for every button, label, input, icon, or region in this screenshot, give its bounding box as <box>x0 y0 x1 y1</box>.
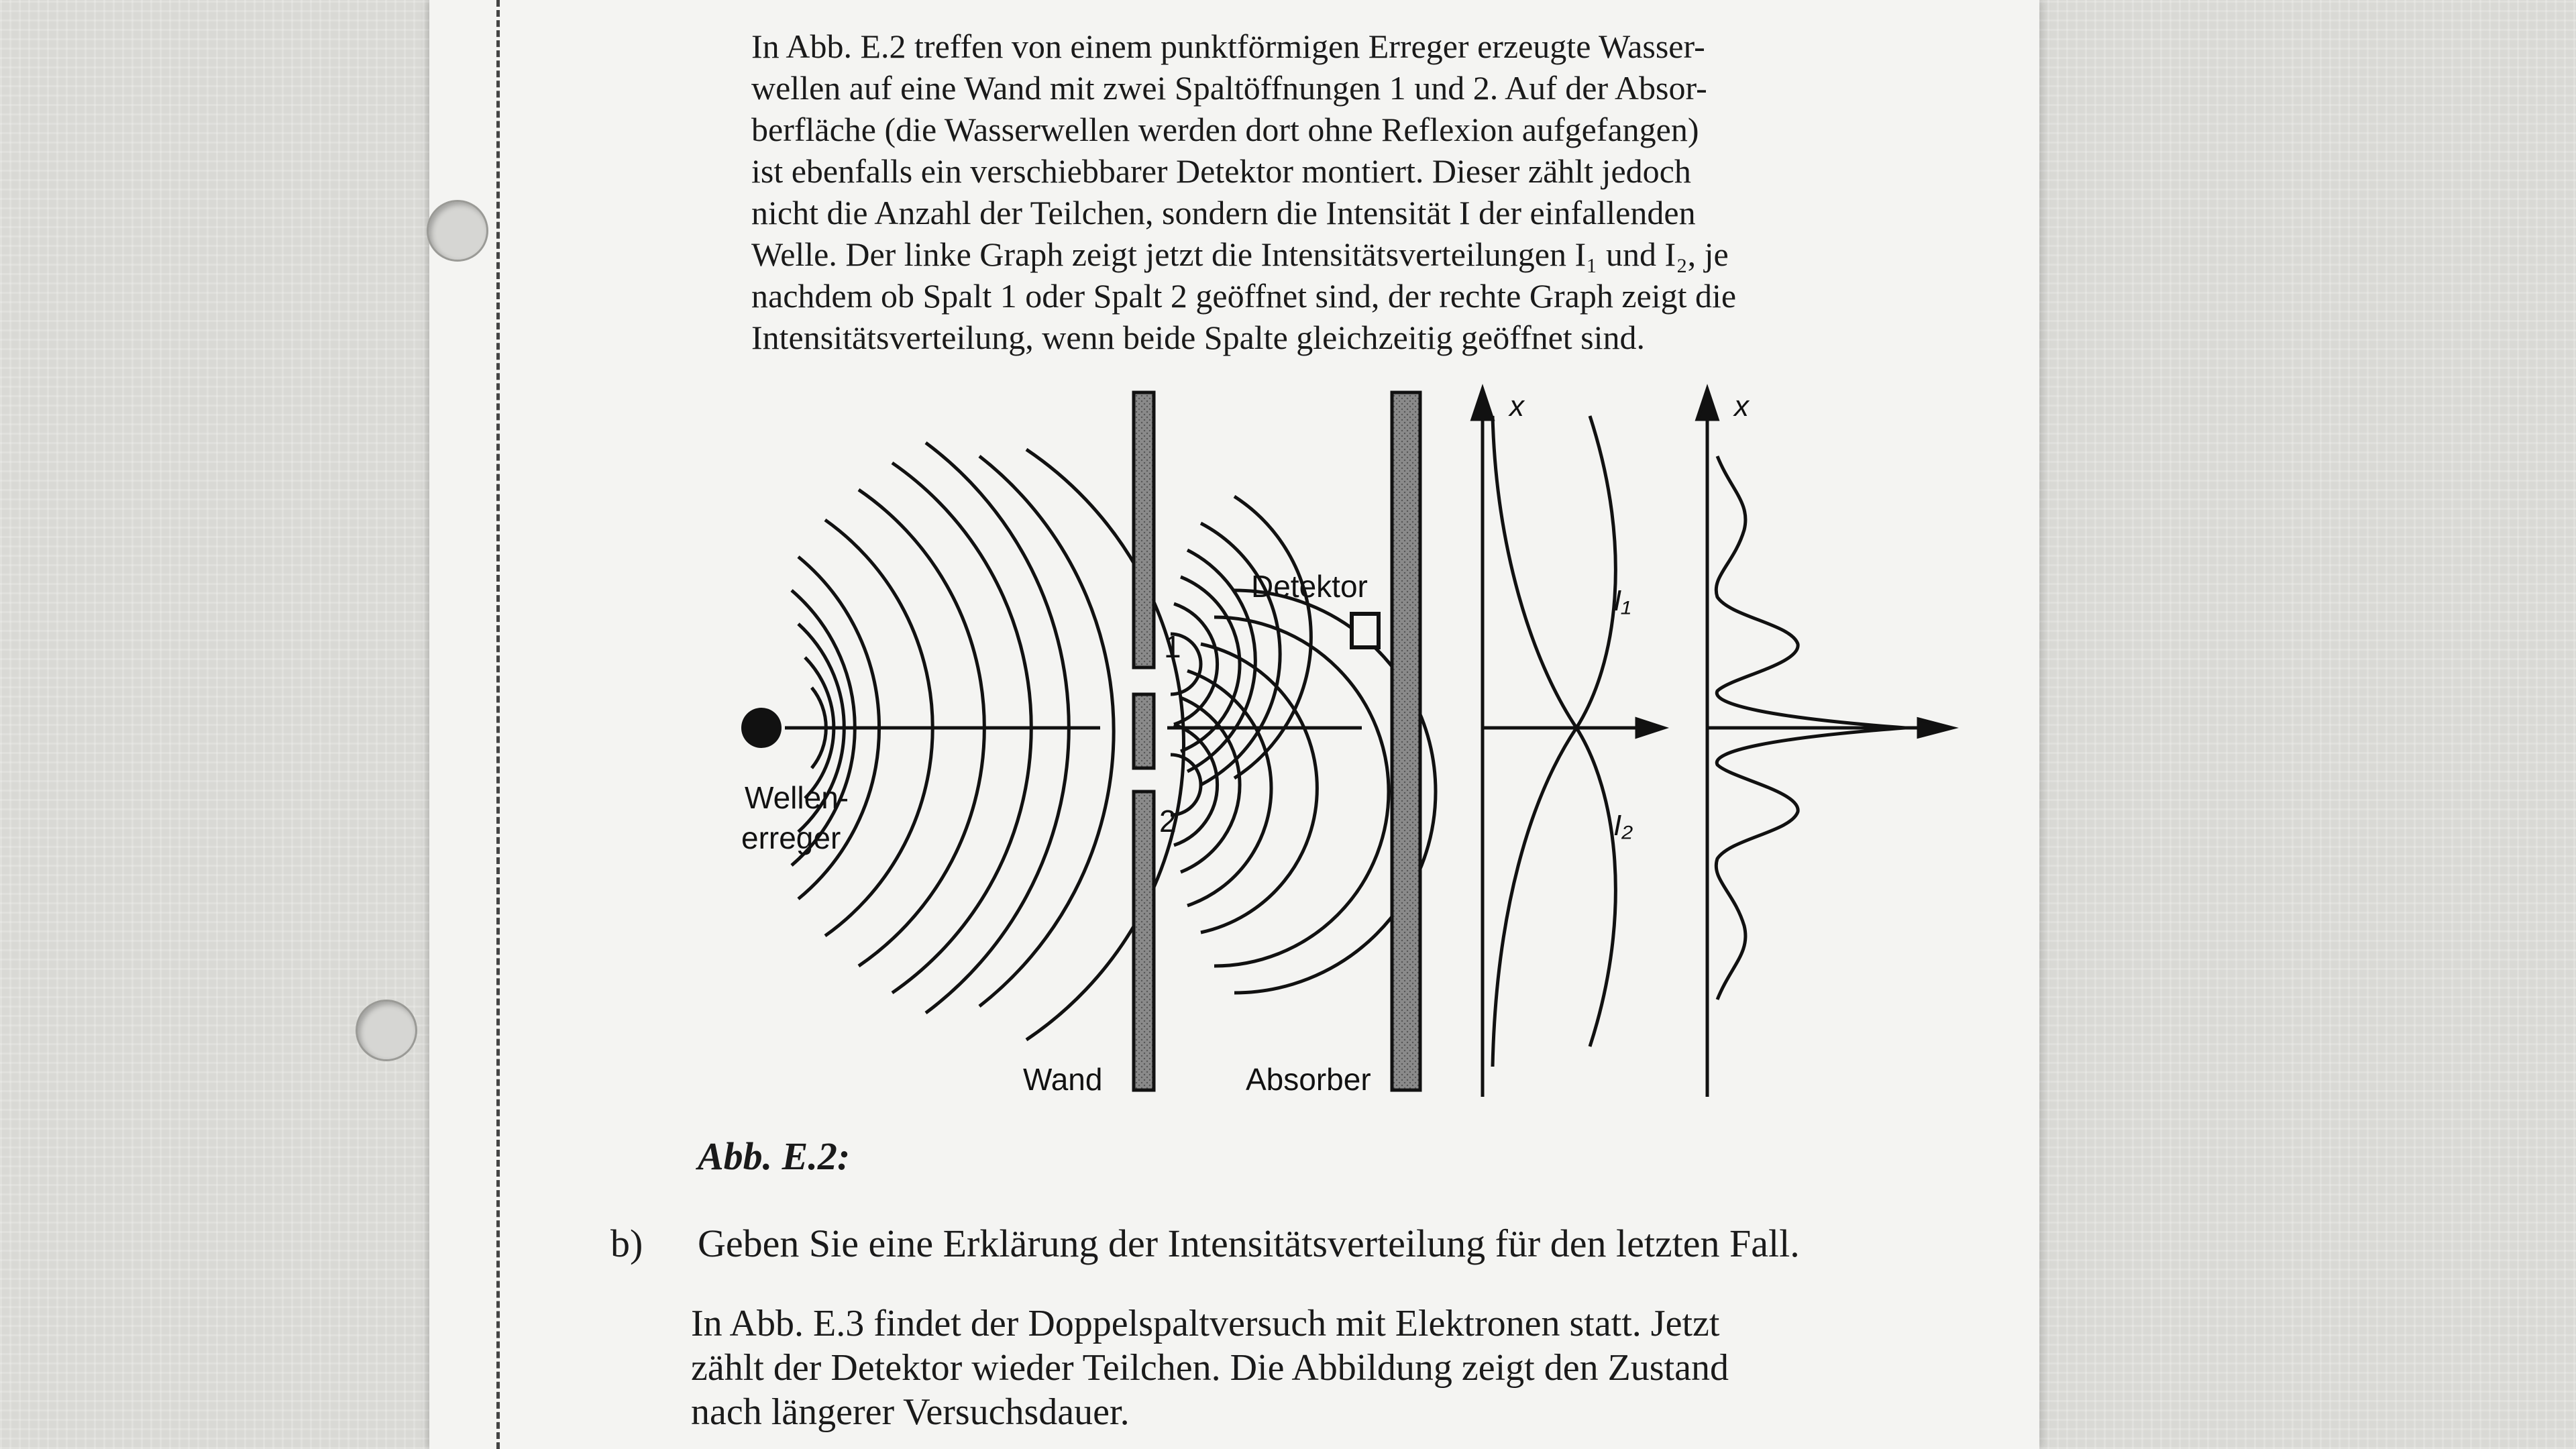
slit-wall <box>1134 392 1154 1090</box>
task-b-text: Geben Sie eine Erklärung der Intensitätsverteilung für den letzten Fall. <box>698 1222 1800 1265</box>
slit-2-label: 2 <box>1159 804 1177 839</box>
detector-label: Detektor <box>1251 569 1368 604</box>
intro-line: In Abb. E.2 treffen von einem punktförmigen Erreger erzeugte Wasser- <box>751 28 1705 65</box>
i2-label: I₂ <box>1613 809 1633 842</box>
wall-label: Wand <box>1023 1062 1103 1097</box>
intro-line: ist ebenfalls ein verschiebbarer Detektor montiert. Dieser zählt jedoch <box>751 152 1691 190</box>
wave-source-label-2: erreger <box>741 820 841 855</box>
source-wavefronts <box>792 443 1184 1040</box>
punch-hole-top <box>427 200 488 262</box>
x-axis-right-label: x <box>1734 390 1749 423</box>
punch-hole-bottom <box>356 1000 417 1061</box>
double-slit-figure <box>724 376 1986 1120</box>
intro-line: wellen auf eine Wand mit zwei Spaltöffnungen 1 und 2. Auf der Absor- <box>751 69 1707 107</box>
intro-line: berfläche (die Wasserwellen werden dort ohne Reflexion aufgefangen) <box>751 111 1699 148</box>
paragraph-e3 <box>691 1301 1898 1434</box>
figure-caption: Abb. E.2: <box>698 1134 851 1178</box>
wave-source-label: Wellen- <box>745 780 849 815</box>
para2-line: In Abb. E.3 findet der Doppelspaltversuch mit Elektronen statt. Jetzt <box>691 1303 1720 1344</box>
intro-line: nachdem ob Spalt 1 oder Spalt 2 geöffnet sind, der rechte Graph zeigt die <box>751 277 1737 315</box>
intro-line: Intensitätsverteilung, wenn beide Spalte gleichzeitig geöffnet sind. <box>751 319 1646 356</box>
para2-line: zählt der Detektor wieder Teilchen. Die Abbildung zeigt den Zustand <box>691 1347 1729 1389</box>
single-slit-graph <box>1472 389 1664 1097</box>
intro-paragraph <box>751 25 1892 358</box>
detector-icon <box>1352 614 1379 647</box>
intro-line: Welle. Der linke Graph zeigt jetzt die Intensitätsverteilungen I₁ und I₂, je <box>751 235 1729 273</box>
para2-line: nach längerer Versuchsdauer. <box>691 1391 1130 1433</box>
perforation-line <box>496 0 500 1449</box>
slit-1-label: 1 <box>1164 629 1181 664</box>
absorber-label: Absorber <box>1246 1062 1371 1097</box>
absorber-plate <box>1392 392 1420 1090</box>
task-b-label: b) <box>610 1222 643 1265</box>
x-axis-left-label: x <box>1509 390 1524 423</box>
i1-label: I₁ <box>1613 584 1631 617</box>
double-slit-graph <box>1697 389 1952 1097</box>
wave-source-dot <box>741 708 782 748</box>
intro-line: nicht die Anzahl der Teilchen, sondern die Intensität I der einfallenden <box>751 194 1696 231</box>
